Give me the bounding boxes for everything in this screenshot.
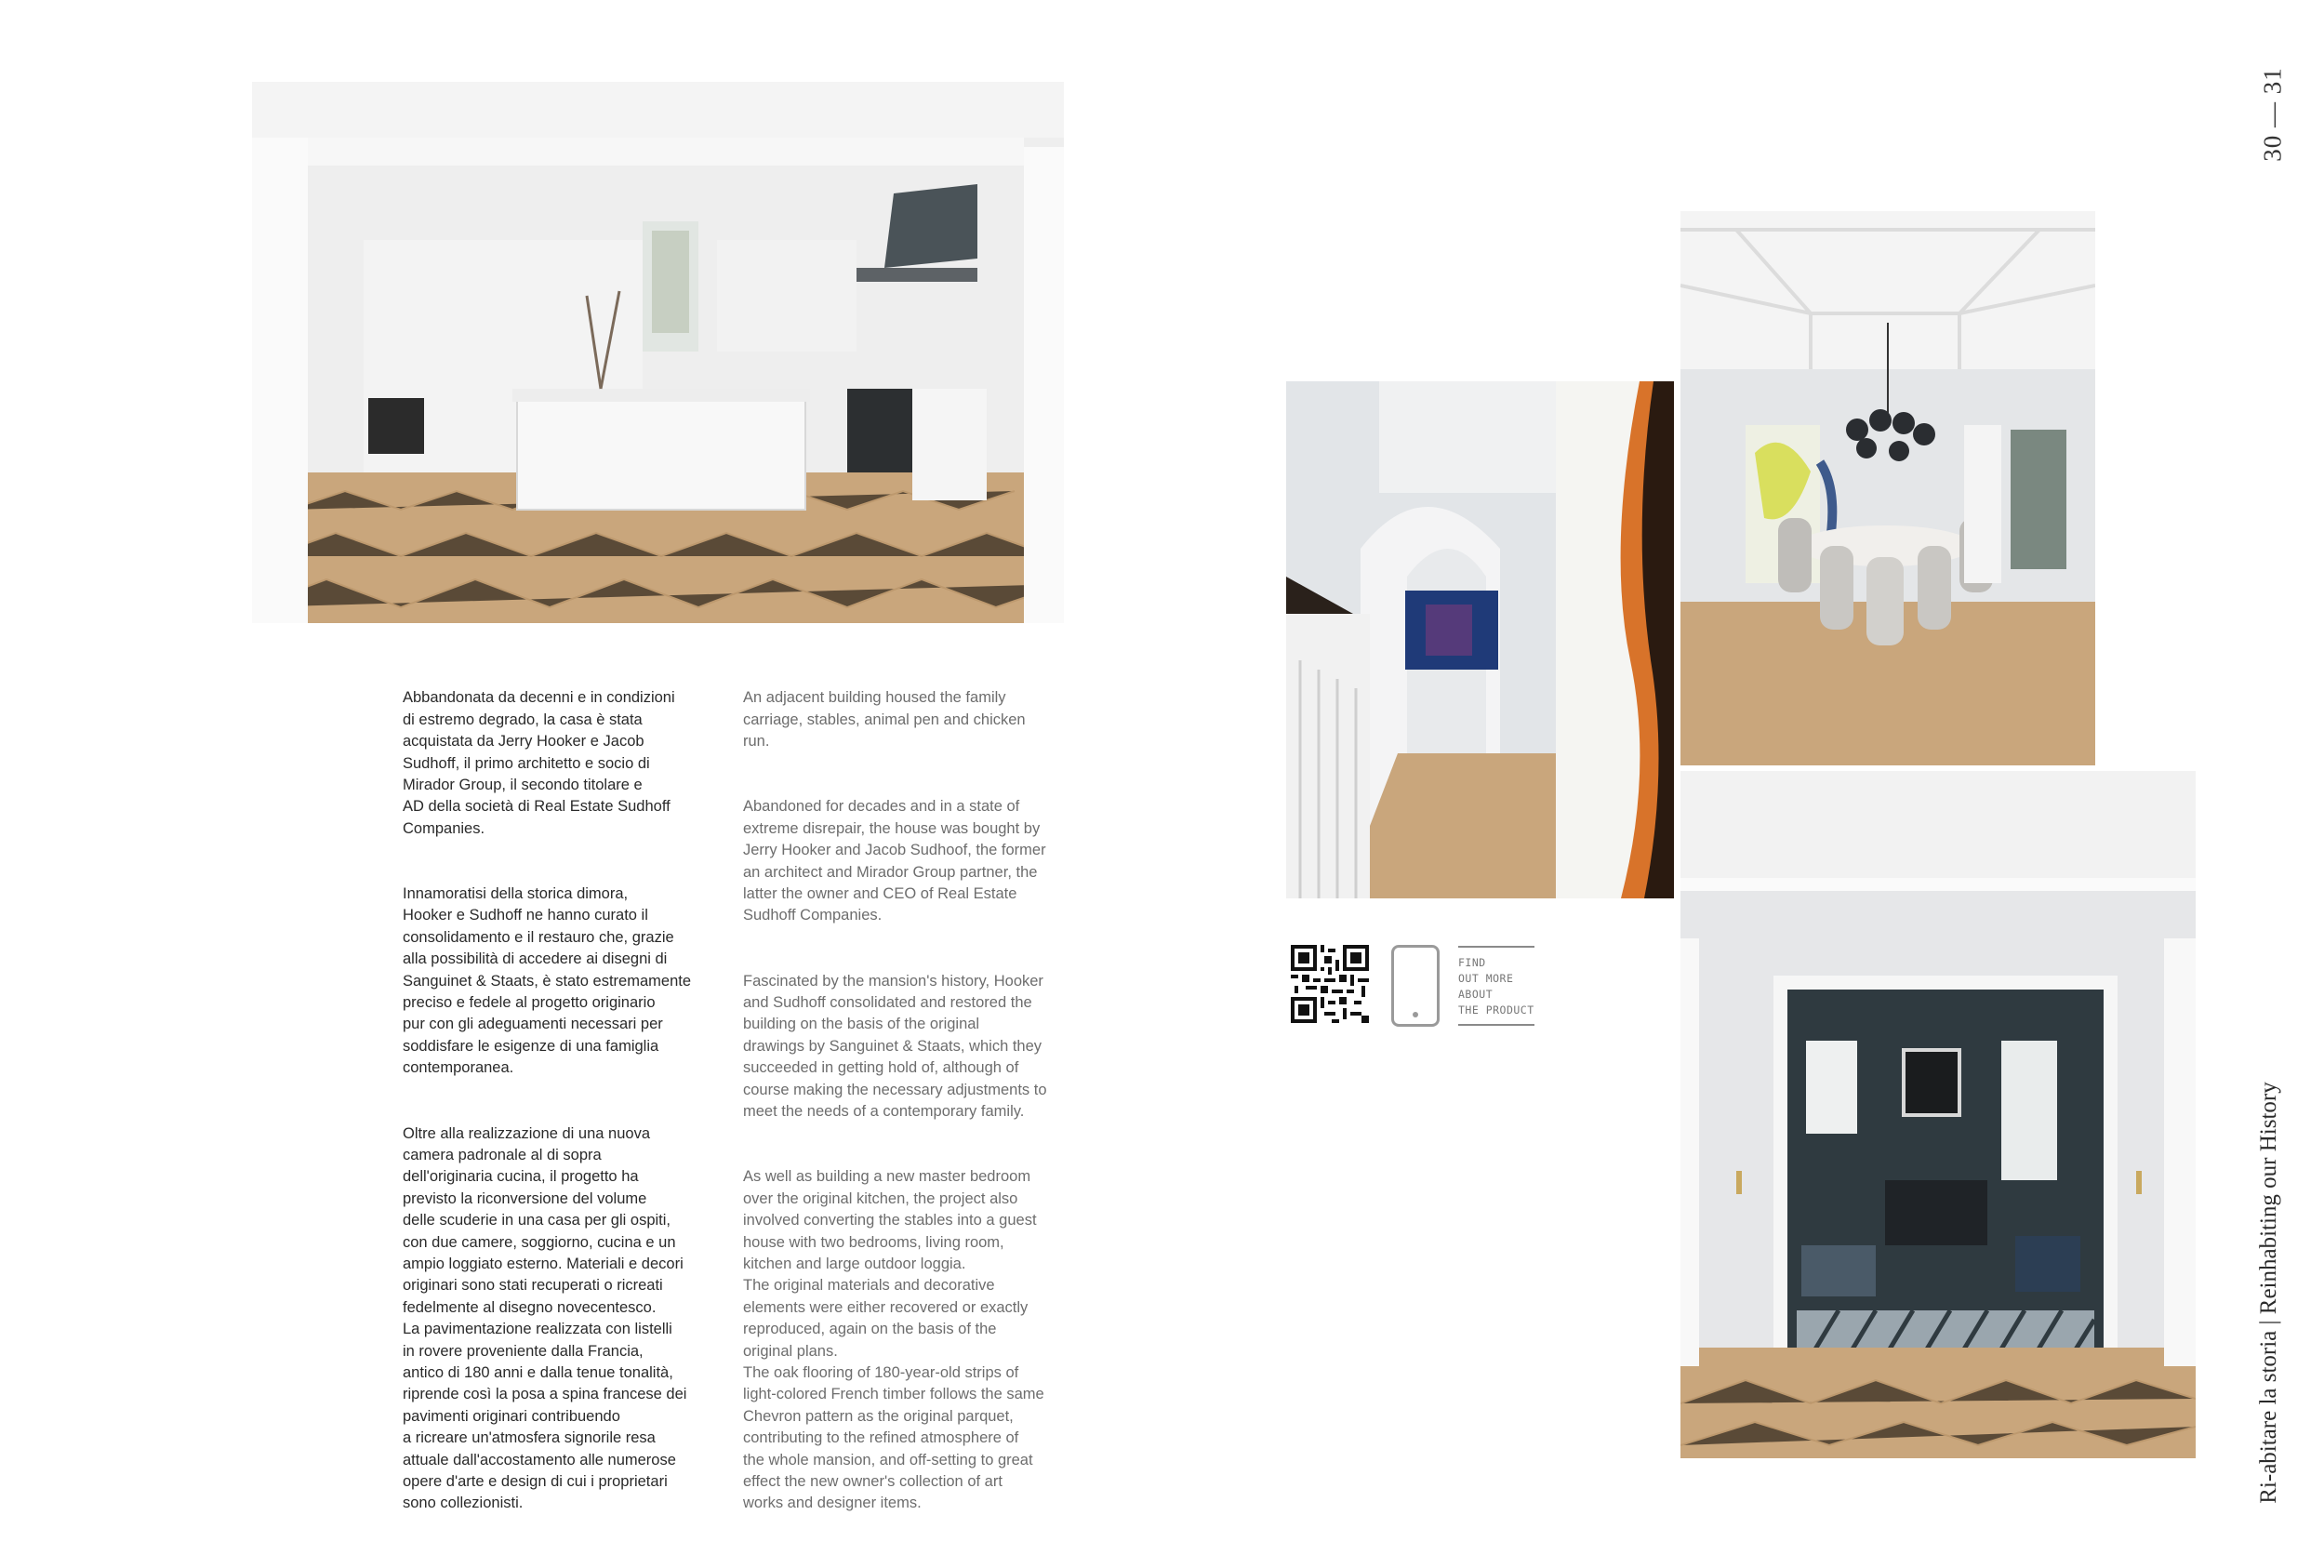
find-out-more-link[interactable] (1458, 946, 1534, 1026)
page-number (2245, 63, 2301, 166)
running-title-text: Ri-abitare la storia | Reinhabiting our History (2256, 1082, 2281, 1504)
find-out-line: ABOUT (1458, 988, 1494, 1001)
phone-home-dot (1413, 1012, 1418, 1017)
english-text-column (743, 666, 1078, 1559)
italian-text-column (403, 666, 737, 1559)
running-title (2241, 1070, 2297, 1516)
italian-paragraph: Oltre alla realizzazione di una nuova camera padronale al di sopra dell'originaria cucina, il progetto ha previsto la riconversione del volume delle scuderie in una casa per gli ospiti, con due camere, soggiorno, cucina e un ampio loggiato esterno. Materiali e decori originari sono stati recuperati o ricreati fedelmente al disegno novecentesco. La pavimentazione realizzata con listelli in rovere proveniente dalla Francia, antico di 180 anni e dalla tenue tonalità, riprende così la posa a spina francese dei pavimenti originari contribuendo a ricreare un'atmosfera signorile resa attuale dall'accostamento alle numerose opere d'arte e design di cui i proprietari sono collezionisti. (403, 1124, 687, 1512)
italian-paragraph: Innamoratisi della storica dimora, Hooker e Sudhoff ne hanno curato il consolidamento e il restauro che, grazie alla possibilità di accedere ai disegni di Sanguinet & Staats, è stato estremamente preciso e fedele al progetto originario pur con gli adeguamenti necessari per soddisfare le esigenze di una famiglia contemporanea. (403, 885, 692, 1077)
smartphone-icon (1391, 945, 1440, 1027)
dining-room-photo (1680, 211, 2095, 765)
page-number-text: 30 — 31 (2258, 67, 2287, 162)
find-out-line: OUT MORE (1458, 972, 1514, 985)
qr-code-icon[interactable] (1291, 945, 1369, 1023)
find-out-line: FIND (1458, 956, 1486, 969)
english-paragraph: An adjacent building housed the family carriage, stables, animal pen and chicken run. (743, 689, 1026, 751)
find-out-line: THE PRODUCT (1458, 1003, 1534, 1017)
english-paragraph: Fascinated by the mansion's history, Hooker and Sudhoff consolidated and restored the building on the basis of the original drawings by Sanguinet & Staats, which they succeeded in getting hold of, although of course making the necessary adjustments to meet the needs of a contemporary family. (743, 972, 1047, 1121)
hallway-photo (1286, 381, 1674, 898)
italian-paragraph: Abbandonata da decenni e in condizioni di estremo degrado, la casa è stata acquistata da Jerry Hooker e Jacob Sudhoff, il primo architetto e socio di Mirador Group, il secondo titolare e AD della società di Real Estate Sudhoff Companies. (403, 689, 675, 837)
english-paragraph: Abandoned for decades and in a state of extreme disrepair, the house was bought by Jerry Hooker and Jacob Sudhoof, the former an architect and Mirador Group partner, the latter the owner and CEO of Real Estate Sudhoff Companies. (743, 798, 1046, 924)
english-paragraph: As well as building a new master bedroom over the original kitchen, the project also involved converting the stables into a guest house with two bedrooms, living room, kitchen and large outdoor loggia. The original materials and decorative elements were either recovered or exactly reproduced, again on the basis of the original plans. The oak flooring of 180-year-old strips of light-colored French timber follows the same Chevron pattern as the original parquet, contributing to the refined atmosphere of the whole mansion, and off-setting to great effect the new owner's collection of art works and designer items. (743, 1168, 1044, 1512)
kitchen-photo (252, 82, 1064, 623)
living-room-photo (1680, 771, 2196, 1458)
